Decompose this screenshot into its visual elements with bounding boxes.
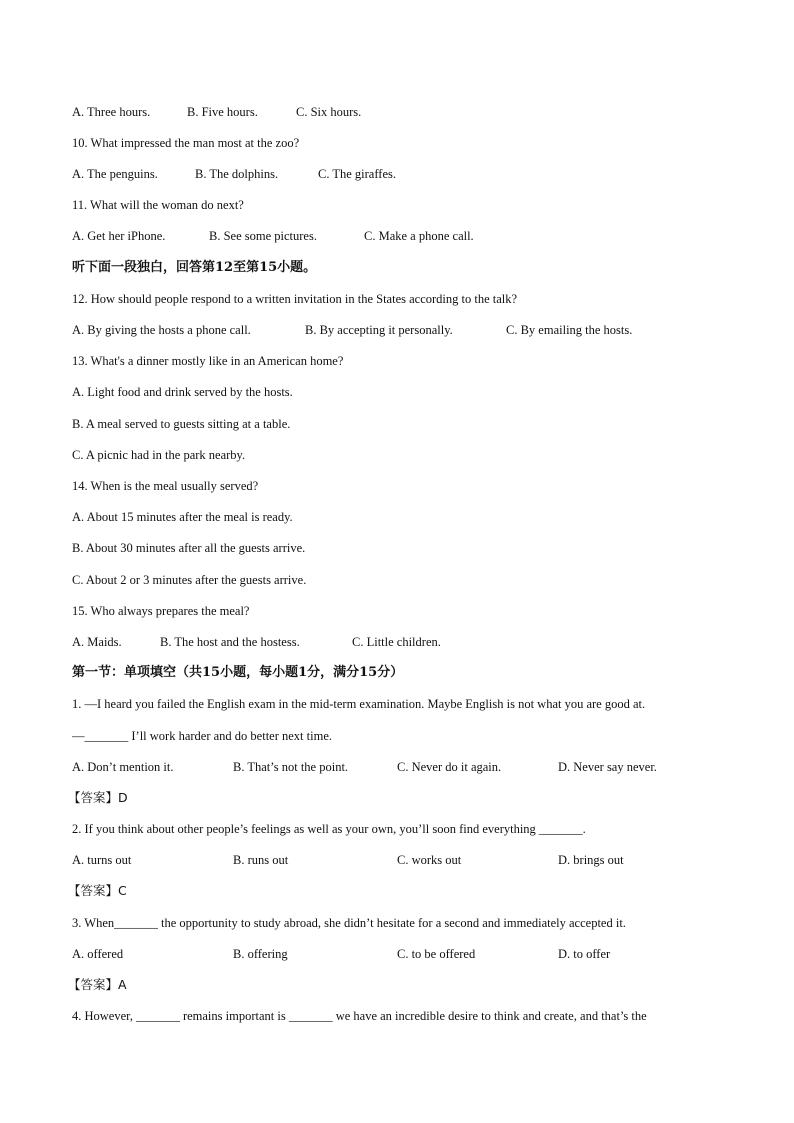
answer-3: 【答案】A (68, 977, 127, 992)
q14-option-a: A. About 15 minutes after the meal is ready. (72, 510, 293, 524)
question-15: 15. Who always prepares the meal? (72, 604, 250, 618)
grammar-question-1: 1. —I heard you failed the English exam in the mid-term examination. Maybe English is not what you are good at. (72, 697, 646, 711)
q13-option-b: B. A meal served to guests sitting at a table. (72, 417, 291, 431)
option-c: C. Six hours. (296, 105, 362, 119)
question-12: 12. How should people respond to a written invitation in the States according to the talk? (72, 292, 518, 306)
q13-option-c: C. A picnic had in the park nearby. (72, 448, 246, 462)
option-a: A. Maids. (72, 635, 122, 649)
q13-option-a: A. Light food and drink served by the hosts. (72, 385, 293, 399)
option-a: A. turns out (72, 853, 132, 867)
option-a: A. offered (72, 947, 124, 961)
option-c: C. Make a phone call. (364, 229, 474, 243)
option-a: A. Get her iPhone. (72, 229, 166, 243)
option-d: D. Never say never. (558, 760, 657, 774)
option-b: B. By accepting it personally. (305, 323, 453, 337)
grammar-question-2: 2. If you think about other people’s feelings as well as your own, you’ll soon find everything _______. (72, 822, 586, 836)
question-10: 10. What impressed the man most at the zoo? (72, 136, 300, 150)
option-b: B. Five hours. (187, 105, 258, 119)
q14-option-b: B. About 30 minutes after all the guests arrive. (72, 541, 306, 555)
option-a: A. Three hours. (72, 105, 151, 119)
answer-1: 【答案】D (68, 790, 128, 805)
option-b: B. runs out (233, 853, 289, 867)
option-d: D. to offer (558, 947, 611, 961)
section-heading-monologue: 听下面一段独白，回答第12至第15小题。 (72, 260, 317, 275)
option-a: A. The penguins. (72, 167, 158, 181)
option-a: A. Don’t mention it. (72, 760, 174, 774)
option-d: D. brings out (558, 853, 624, 867)
option-b: B. The host and the hostess. (160, 635, 300, 649)
question-14: 14. When is the meal usually served? (72, 479, 259, 493)
option-c: C. Little children. (352, 635, 441, 649)
option-c: C. works out (397, 853, 462, 867)
question-11: 11. What will the woman do next? (72, 198, 244, 212)
option-c: C. Never do it again. (397, 760, 502, 774)
grammar-question-4: 4. However, _______ remains important is _______ we have an incredible desire to think and create, and that’s the (72, 1009, 647, 1023)
option-a: A. By giving the hosts a phone call. (72, 323, 251, 337)
grammar-question-1-reply: —_______ I’ll work harder and do better next time. (72, 729, 332, 743)
option-b: B. That’s not the point. (233, 760, 349, 774)
answer-2: 【答案】C (68, 883, 127, 898)
option-c: C. By emailing the hosts. (506, 323, 633, 337)
option-b: B. offering (233, 947, 288, 961)
question-13: 13. What's a dinner mostly like in an American home? (72, 354, 344, 368)
option-c: C. to be offered (397, 947, 476, 961)
option-b: B. See some pictures. (209, 229, 317, 243)
grammar-question-3: 3. When_______ the opportunity to study abroad, she didn’t hesitate for a second and immediately accepted it. (72, 916, 626, 930)
option-b: B. The dolphins. (195, 167, 279, 181)
q14-option-c: C. About 2 or 3 minutes after the guests arrive. (72, 573, 307, 587)
section-heading-grammar: 第一节：单项填空（共15小题，每小题1分，满分15分） (72, 665, 404, 680)
option-c: C. The giraffes. (318, 167, 396, 181)
